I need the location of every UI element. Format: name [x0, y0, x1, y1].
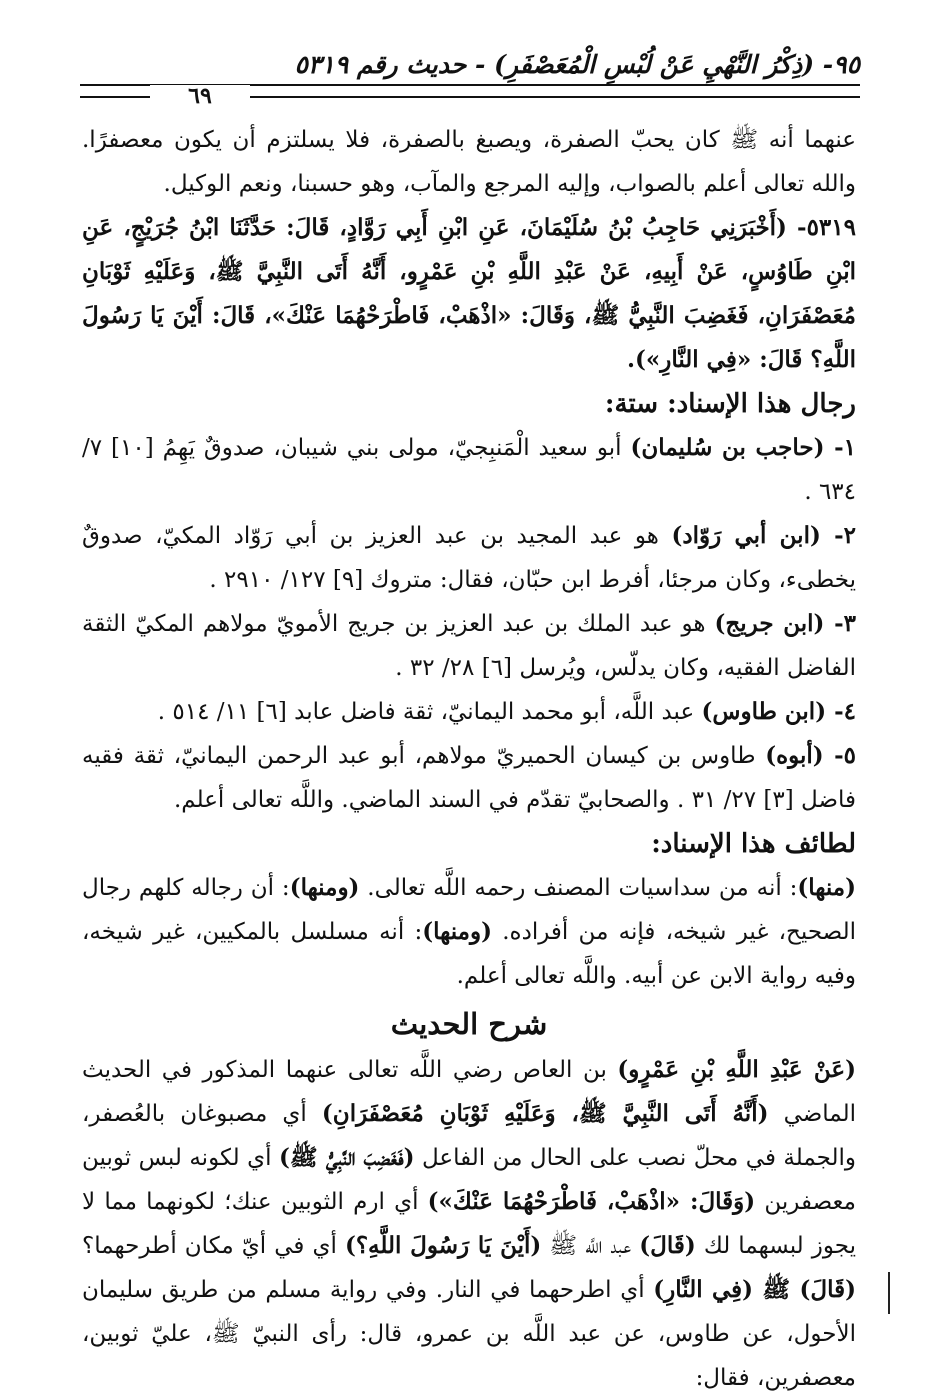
page-number: ٦٩ [150, 85, 250, 107]
hadith-text: ٥٣١٩- (أَخْبَرَنِي حَاجِبُ بْنُ سُلَيْمَانَ، عَنِ ابْنِ أَبِي رَوَّادٍ، قَالَ: حَدَّثَنَا ابْنُ جُرَيْجٍ، عَنِ ابْنِ طَاوُسٍ، عَنْ أَبِيهِ، عَنْ عَبْدِ اللَّهِ بْنِ عَمْرٍو، أَنَّهُ أَتَى النَّبِيَّ ﷺ، وَعَلَيْهِ ثَوْبَانِ مُعَصْفَرَانِ، فَغَضِبَ النَّبِيُّ ﷺ، وَقَالَ: «اذْهَبْ، فَاطْرَحْهُمَا عَنْكَ»، قَالَ: أَيْنَ يَا رَسُولَ اللَّهِ؟ قَالَ: «فِي النَّارِ»). [82, 214, 856, 373]
narrator-item [82, 734, 856, 822]
commentary-text: أي اطرحهما في النار. وفي رواية مسلم من طريق سليمان الأحول، عن طاوس، عن عبد اللَّه بن عمرو، قال: رأى النبيّ ﷺ، عليّ ثوبين، معصفرين، فقال: [82, 1277, 856, 1391]
intro-paragraph: عنهما أنه ﷺ كان يحبّ الصفرة، ويصبغ بالصفرة، فلا يسلتزم أن يكون معصفرًا. والله تعالى أعلم بالصواب، وإليه المرجع والمآب، وهو حسبنا، ونعم الوكيل. [82, 127, 856, 197]
subtlety-text: : أن رجاله كلهم رجال الصحيح، غير شيخه، فإنه من أفراده. [82, 875, 857, 945]
subtlety-label: (ومنها) [289, 874, 360, 901]
subtlety-label: (ومنها) [422, 918, 492, 945]
quoted-segment: (فَغَضِبَ النَّبِيُّ ﷺ) [279, 1144, 415, 1171]
quoted-segment: (أَيْنَ يَا رَسُولَ اللَّهِ؟) [344, 1232, 542, 1259]
subtleties-paragraph [82, 866, 856, 998]
quoted-segment: (عَنْ عَبْدِ اللَّهِ بْنِ عَمْرٍو) [617, 1056, 856, 1083]
quoted-segment: (أَنَّهُ أَتَى النَّبِيَّ ﷺ، وَعَلَيْهِ ثَوْبَانِ مُعَصْفَرَانِ) [321, 1100, 769, 1127]
margin-mark [888, 1272, 890, 1314]
narrator-item [82, 602, 856, 690]
narrator-name: ٣- (ابن جريج) [714, 610, 857, 637]
subtlety-text: : أنه من سداسيات المصنف رحمه اللَّه تعالى. [359, 875, 798, 901]
narrator-name: ٢- (ابن أبي رَوّاد) [671, 522, 856, 549]
subtlety-label: (منها) [797, 874, 856, 901]
narrator-item [82, 426, 856, 514]
narrator-name: ٥- (أبوه) [765, 742, 856, 769]
quoted-segment: (قَالَ) [639, 1232, 696, 1259]
commentary-text: أي مصبوغان بالعُصفر، والجملة في محلّ نصب على الحال من الفاعل [82, 1101, 857, 1171]
commentary-text: عبد اللَّه ﷺ [541, 1233, 640, 1259]
quoted-segment: (وَقَالَ: «اذْهَبْ، فَاطْرَحْهُمَا عَنْكَ») [427, 1188, 756, 1215]
commentary-heading: شرح الحديث [390, 1007, 548, 1041]
narrator-text: أبو سعيد الْمَنبِجيّ، مولى بني شيبان، صدوقٌ يَهِمُ [١٠] ٧/ ٦٣٤ . [82, 435, 856, 505]
narrators-heading: رجال هذا الإسناد: ستة: [604, 389, 856, 419]
narrator-name: ١- (حاجب بن سُليمان) [630, 434, 856, 461]
running-header [80, 50, 860, 82]
narrator-text: عبد اللَّه، أبو محمد اليمانيّ، ثقة فاضل عابد [٦] ١١/ ٥١٤ . [157, 699, 702, 725]
subtlety-text: : أنه مسلسل بالمكيين، غير شيخه، وفيه رواية الابن عن أبيه. واللَّه تعالى أعلم. [82, 919, 856, 989]
subtleties-heading: لطائف هذا الإسناد: [651, 829, 856, 859]
chapter-title: ٩٥- (ذِكْرُ النَّهْيِ عَنْ لُبْسِ الْمُعَصْفَرِ) - حديث رقم ٥٣١٩ [294, 50, 860, 79]
narrator-item [82, 514, 856, 602]
commentary-paragraph [82, 1048, 856, 1400]
quoted-segment: (قَالَ) ﷺ (فِي النَّارِ) [653, 1276, 856, 1303]
narrator-text: طاوس بن كيسان الحميريّ مولاهم، أبو عبد الرحمن اليمانيّ، ثقة فقيه فاضل [٣] ٢٧/ ٣١ . والصحابيّ تقدّم في السند الماضي. واللَّه تعالى أعلم. [82, 743, 856, 813]
narrator-item [82, 690, 856, 734]
commentary-text: أي ارم الثوبين عنك؛ لكونهما مما لا يجوز لبسهما لك [82, 1189, 856, 1259]
commentary-text: بن العاص رضي اللَّه تعالى عنهما المذكور في الحديث الماضي [82, 1057, 856, 1127]
narrator-text: هو عبد الملك بن عبد العزيز بن جريج الأمويّ مولاهم المكيّ الثقة الفاضل الفقيه، وكان يدلّس، ويُرسل [٦] ٢٨/ ٣٢ . [82, 611, 856, 681]
commentary-text: أي لكونه لبس ثوبين معصفرين [82, 1145, 856, 1215]
narrator-text: هو عبد المجيد بن عبد العزيز بن أبي رَوّاد المكيّ، صدوقٌ يخطىء، وكان مرجئا، أفرط ابن حبّان، فقال: متروك [٩] ١٢٧/ ٢٩١٠ . [82, 523, 856, 593]
commentary-text: أي في أيّ مكان أطرحهما؟ [82, 1233, 345, 1259]
page-body [82, 118, 856, 1400]
narrator-name: ٤- (ابن طاوس) [701, 698, 856, 725]
